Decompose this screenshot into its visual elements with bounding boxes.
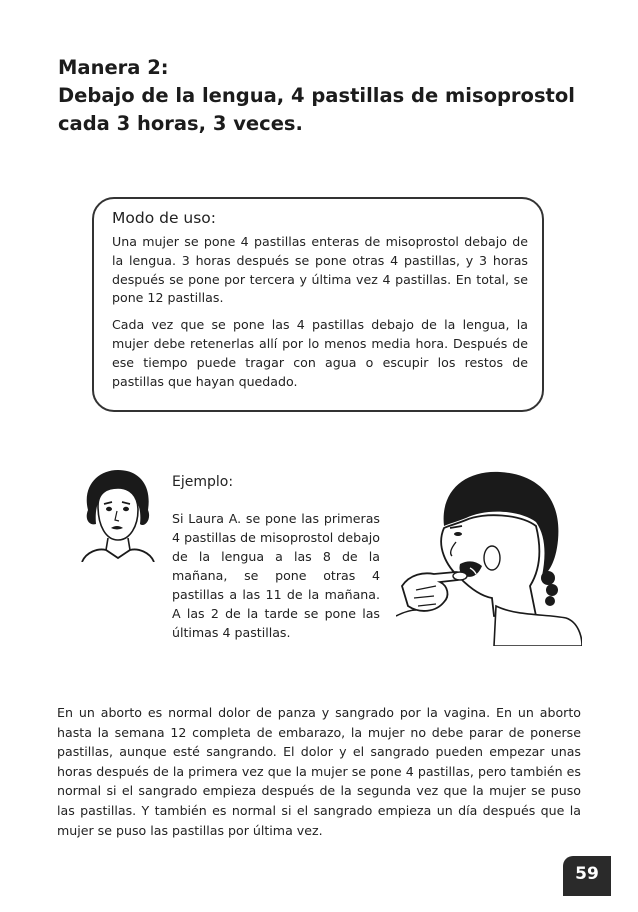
usage-title: Modo de uso: — [112, 209, 217, 227]
example-title: Ejemplo: — [172, 474, 234, 490]
heading-line-2: Debajo de la lengua, 4 pastillas de misoprostol — [58, 84, 575, 107]
example-text: Si Laura A. se pone las primeras 4 pastillas de misoprostol debajo de la lengua a las 8 de la mañana, se pone otras 4 pastillas a las 11 de la mañana. A las 2 de la tarde se pone las últimas 4 pastillas. — [172, 511, 380, 640]
page-heading — [58, 54, 598, 138]
page-number: 59 — [575, 864, 599, 884]
body-paragraph: En un aborto es normal dolor de panza y sangrado por la vagina. En un aborto hasta la semana 12 completa de embarazo, la mujer no debe parar de ponerse pastillas, aunque esté sangrando. El dolor y el sangrado pueden empezar unas horas después de la primera vez que la mujer se pone 4 pastillas, pero también es normal si el sangrado empieza después de la segunda vez que la mujer se puso las pastillas. Y también es normal si el sangrado empieza un día después que la mujer se puso las pastillas por última vez. — [57, 705, 581, 838]
worried-woman-icon — [78, 466, 156, 562]
usage-paragraph-1: Una mujer se pone 4 pastillas enteras de misoprostol debajo de la lengua. 3 horas después se pone otras 4 pastillas, y 3 horas después se pone por tercera y última vez 4 pastillas. En total, se pone 12 pastillas. — [112, 234, 528, 306]
usage-box — [92, 197, 544, 412]
woman-taking-pill-illustration — [396, 466, 582, 646]
heading-line-3: cada 3 horas, 3 veces. — [58, 112, 303, 135]
usage-paragraph-2: Cada vez que se pone las 4 pastillas debajo de la lengua, la mujer debe retenerlas allí por lo menos media hora. Después de ese tiempo puede tragar con agua o escupir los restos de pastillas que hayan quedado. — [112, 317, 528, 389]
page-number-badge — [563, 856, 611, 896]
heading-line-1: Manera 2: — [58, 56, 169, 79]
